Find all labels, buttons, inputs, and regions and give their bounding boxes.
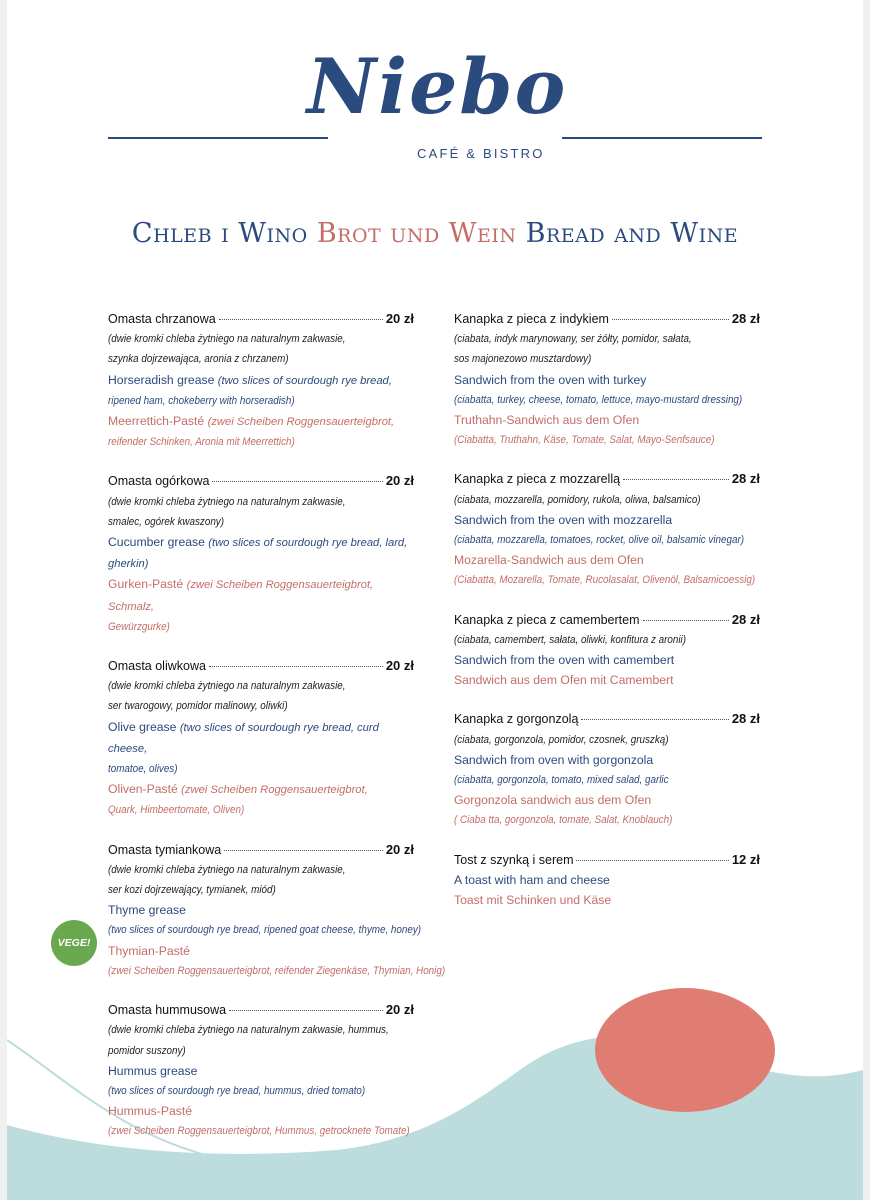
vege-badge: VEGE! — [51, 920, 97, 966]
item-description-pl: ser twarogowy, pomidor malinowy, oliwki) — [108, 700, 288, 713]
item-name-de-text: Oliven-Pasté — [108, 782, 178, 797]
item-description-en — [108, 759, 414, 779]
item-name-de-text: Truthahn-Sandwich aus dem Ofen — [454, 413, 640, 428]
item-name: Kanapka z pieca z camembertem — [454, 612, 640, 627]
item-name: Omasta hummusowa — [108, 1003, 227, 1018]
dot-leader — [576, 860, 728, 861]
item-name: Tost z szynką i serem — [454, 852, 574, 867]
item-name: Kanapka z pieca z mozzarellą — [454, 472, 621, 487]
item-description-de-text: (Ciabatta, Mozarella, Tomate, Rucolasalat, Olivenöl, Balsamicoessig) — [454, 574, 756, 587]
menu-item — [108, 309, 414, 452]
item-description-en — [454, 530, 760, 550]
item-name-en-text: Sandwich from the oven with camembert — [454, 653, 675, 668]
item-description-de — [454, 810, 760, 830]
item-description-de-text: Quark, Himbeertomate, Oliven) — [108, 804, 245, 817]
item-description-pl: (dwie kromki chleba żytniego na naturalnym zakwasie, — [108, 333, 346, 346]
item-description-de — [108, 432, 414, 452]
menu-item — [454, 850, 760, 911]
menu-item — [108, 840, 446, 981]
item-name-de — [108, 574, 414, 616]
item-description-pl: (ciabata, indyk marynowany, ser żółty, pomidor, sałata, — [454, 333, 692, 346]
item-name-en-text: Horseradish grease — [108, 372, 215, 387]
item-name-en — [108, 717, 414, 759]
item-description-en-text: (ciabatta, gorgonzola, tomato, mixed salad, garlic — [454, 774, 669, 787]
item-name-en — [108, 1061, 414, 1081]
item-description-en-text: (ciabatta, mozzarella, tomatoes, rocket, olive oil, balsamic vinegar) — [454, 534, 745, 547]
dot-leader — [612, 319, 729, 320]
item-price: 20 zł — [385, 1002, 414, 1018]
brand-name: Niebo — [306, 42, 568, 131]
item-description-de-inline: (zwei Scheiben Roggensauerteigbrot, — [181, 784, 368, 797]
item-name-de-text: Meerrettich-Pasté — [108, 414, 205, 429]
item-name-de — [454, 670, 760, 690]
title-polish: Chleb i Wino — [131, 218, 308, 249]
item-name-de-text: Gurken-Pasté — [108, 577, 184, 592]
item-price: 20 zł — [385, 841, 414, 857]
item-description-de-text: reifender Schinken, Aronia mit Meerrettich) — [108, 436, 295, 449]
item-description-de-text: (zwei Scheiben Roggensauerteigbrot, Hummus, getrocknete Tomate) — [108, 1125, 410, 1138]
item-price: 20 zł — [385, 473, 414, 489]
item-name-de-text: Mozarella-Sandwich aus dem Ofen — [454, 553, 644, 568]
item-description-de — [454, 570, 760, 590]
item-name-de — [108, 779, 414, 800]
item-name-de — [454, 410, 760, 430]
dot-leader — [581, 719, 728, 720]
item-name-de-text: Sandwich aus dem Ofen mit Camembert — [454, 673, 674, 688]
item-name-de-text: Toast mit Schinken und Käse — [454, 893, 612, 908]
item-name-de — [454, 890, 760, 910]
item-name-de-text: Gorgonzola sandwich aus dem Ofen — [454, 793, 652, 808]
item-name-en — [454, 870, 760, 890]
title-english: Bread and Wine — [525, 218, 739, 249]
menu-column-right — [454, 309, 760, 929]
item-price: 28 zł — [731, 311, 760, 326]
item-name: Omasta chrzanowa — [108, 312, 216, 326]
item-description-pl: (ciabata, gorgonzola, pomidor, czosnek, gruszką) — [454, 733, 669, 746]
dot-leader — [212, 481, 382, 482]
item-name-row — [454, 610, 760, 630]
item-description-en-text: (ciabatta, turkey, cheese, tomato, lettuce, mayo-mustard dressing) — [454, 393, 743, 406]
item-price: 28 zł — [731, 471, 760, 487]
item-name-en-text: Thyme grease — [108, 903, 186, 918]
item-description-de — [454, 430, 760, 450]
item-price: 28 zł — [731, 611, 760, 627]
page-title — [7, 218, 863, 249]
header-rule-right — [562, 137, 762, 139]
item-name-row — [108, 309, 414, 329]
item-name-en — [454, 650, 760, 670]
item-name-de-text: Thymian-Pasté — [108, 943, 190, 958]
dot-leader — [643, 620, 729, 621]
dot-leader — [229, 1010, 383, 1011]
item-price: 20 zł — [385, 658, 414, 674]
item-name-row — [454, 309, 760, 329]
item-description-en-text: ripened ham, chokeberry with horseradish) — [108, 394, 295, 407]
item-description-pl: (dwie kromki chleba żytniego na naturalnym zakwasie, — [108, 863, 346, 876]
item-name-en — [454, 750, 760, 770]
item-name-de — [454, 790, 760, 810]
item-price: 20 zł — [385, 311, 414, 326]
item-name: Kanapka z gorgonzolą — [454, 712, 579, 727]
item-name-row — [108, 1000, 414, 1020]
menu-item — [108, 1000, 414, 1141]
item-name-row — [454, 709, 760, 729]
item-name-row — [108, 840, 414, 860]
item-description-en — [108, 391, 414, 411]
menu-item — [454, 610, 760, 691]
item-description-de — [108, 800, 414, 820]
item-price: 12 zł — [731, 851, 760, 867]
item-description-de-inline: (zwei Scheiben Roggensauerteigbrot, — [207, 416, 395, 429]
item-description-pl: pomidor suszony) — [108, 1044, 186, 1057]
item-price: 28 zł — [731, 711, 760, 727]
item-description-pl: (dwie kromki chleba żytniego na naturalnym zakwasie, hummus, — [108, 1024, 389, 1037]
item-name: Omasta ogórkowa — [108, 474, 210, 489]
item-name: Omasta tymiankowa — [108, 842, 222, 857]
dot-leader — [623, 479, 729, 480]
menu-item — [108, 471, 414, 637]
dot-leader — [209, 666, 383, 667]
item-description-en — [454, 390, 760, 410]
item-name-en-text: Sandwich from oven with gorgonzola — [454, 752, 654, 767]
item-description-pl: (dwie kromki chleba żytniego na naturalnym zakwasie, — [108, 680, 346, 693]
item-description-pl: sos majonezowo musztardowy) — [454, 353, 592, 366]
coral-circle-shape — [595, 988, 775, 1112]
item-description-de-text: Gewürzgurke) — [108, 620, 170, 633]
title-german: Brot und Wein — [316, 218, 517, 249]
item-description-de-text: (zwei Scheiben Roggensauerteigbrot, reifender Ziegenkäse, Thymian, Honig) — [108, 964, 446, 977]
item-name-en-text: Hummus grease — [108, 1063, 198, 1078]
item-name-row — [454, 850, 760, 870]
header-rule-left — [108, 137, 328, 139]
item-name-en-text: A toast with ham and cheese — [454, 872, 610, 887]
item-name-en — [454, 510, 760, 530]
item-description-pl: szynka dojrzewająca, aronia z chrzanem) — [108, 353, 289, 366]
item-description-en-inline: (two slices of sourdough rye bread, — [217, 374, 392, 387]
item-name-en — [454, 370, 760, 390]
menu-item — [108, 656, 414, 821]
item-description-de — [108, 617, 414, 637]
menu-page — [7, 0, 863, 1200]
item-description-de-text: ( Ciaba tta, gorgonzola, tomate, Salat, Knoblauch) — [454, 814, 673, 827]
item-description-en — [108, 920, 422, 940]
item-name-en-text: Olive grease — [108, 719, 177, 734]
menu-item — [454, 469, 760, 590]
item-name-de-text: Hummus-Pasté — [108, 1104, 192, 1119]
item-name-en — [108, 532, 414, 574]
item-description-en — [108, 1081, 414, 1101]
item-description-en-text: tomatoe, olives) — [108, 763, 178, 776]
brand-subtitle: CAFÉ & BISTRO — [417, 146, 545, 161]
item-name-de — [454, 550, 760, 570]
item-description-en-inline: (two slices of sourdough rye bread, curd cheese, — [108, 721, 379, 755]
item-description-de — [108, 961, 446, 981]
item-description-de-text: (Ciabatta, Truthahn, Käse, Tomate, Salat, Mayo-Senfsauce) — [454, 434, 715, 447]
item-name-row — [108, 471, 414, 491]
menu-column-left — [108, 309, 446, 1161]
item-description-pl: smalec, ogórek kwaszony) — [108, 515, 225, 528]
item-description-en — [454, 770, 760, 790]
item-description-pl: (ciabata, mozzarella, pomidory, rukola, oliwa, balsamico) — [454, 493, 701, 506]
item-description-en-text: (two slices of sourdough rye bread, hummus, dried tomato) — [108, 1084, 366, 1097]
item-name: Kanapka z pieca z indykiem — [454, 312, 609, 326]
item-name-en-text: Sandwich from the oven with turkey — [454, 372, 647, 387]
item-name-de — [108, 941, 414, 961]
item-name-en-text: Cucumber grease — [108, 535, 205, 550]
brand-logo — [277, 42, 597, 161]
dot-leader — [224, 850, 383, 851]
item-name-en-text: Sandwich from the oven with mozzarella — [454, 512, 673, 527]
menu-item — [454, 709, 760, 830]
item-name: Omasta oliwkowa — [108, 659, 206, 674]
item-description-de — [108, 1121, 414, 1141]
item-name-row — [454, 469, 760, 489]
dot-leader — [219, 319, 383, 320]
item-name-row — [108, 656, 414, 676]
item-description-de-inline: (zwei Scheiben Roggensauerteigbrot, Schmalz, — [108, 579, 374, 613]
item-name-de — [108, 411, 414, 432]
menu-item — [454, 309, 760, 450]
item-name-de — [108, 1101, 414, 1121]
item-description-en-text: (two slices of sourdough rye bread, ripened goat cheese, thyme, honey) — [108, 924, 422, 937]
item-name-en — [108, 370, 414, 391]
item-name-en — [108, 900, 414, 920]
item-description-pl: ser kozi dojrzewający, tymianek, miód) — [108, 884, 276, 897]
item-description-en-inline: (two slices of sourdough rye bread, lard, gherkin) — [108, 537, 408, 571]
item-description-pl: (ciabata, camembert, sałata, oliwki, konfitura z aronii) — [454, 633, 687, 646]
item-description-pl: (dwie kromki chleba żytniego na naturalnym zakwasie, — [108, 495, 346, 508]
